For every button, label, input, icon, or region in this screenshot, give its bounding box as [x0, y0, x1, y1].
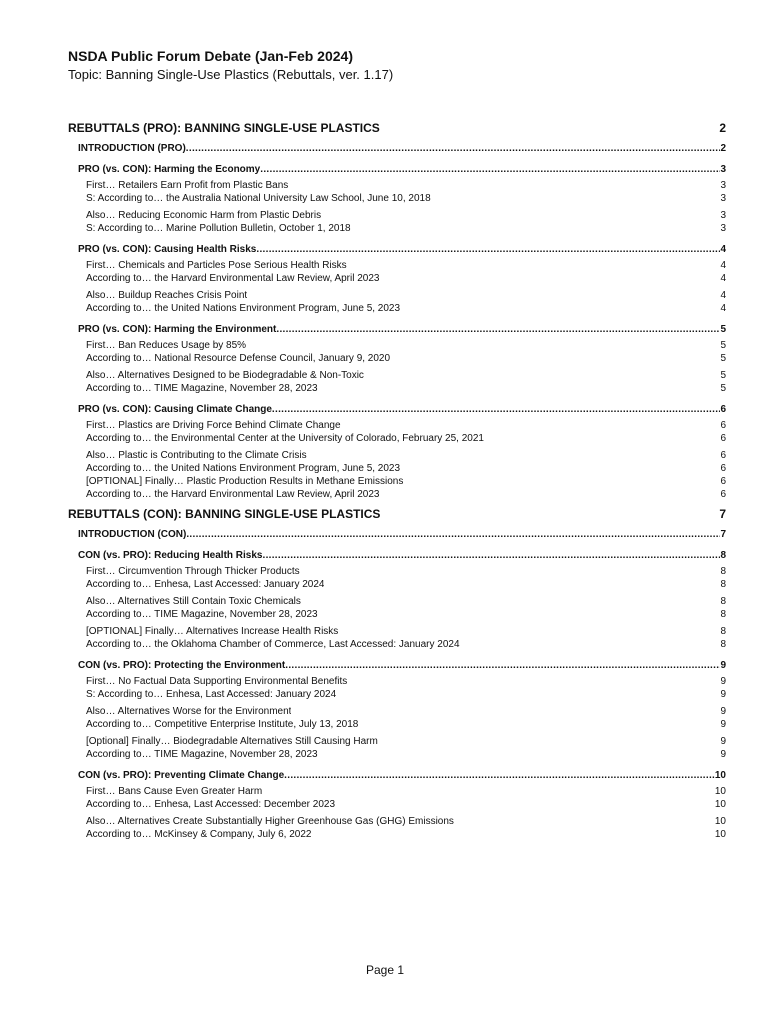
- toc-argument-page: 4: [720, 303, 726, 314]
- toc-argument-page: 6: [720, 450, 726, 461]
- toc-argument-page: 9: [720, 719, 726, 730]
- toc-section-title: CON (vs. PRO): Reducing Health Risks: [78, 550, 263, 561]
- toc-argument-page: 6: [720, 463, 726, 474]
- toc-argument-page: 8: [720, 566, 726, 577]
- toc-argument-text: According to… the United Nations Environment Program, June 5, 2023: [86, 463, 401, 474]
- toc-section-page: 10: [714, 770, 726, 781]
- toc-argument-text: [Optional] Finally… Biodegradable Alternatives Still Causing Harm: [86, 736, 378, 747]
- toc-argument-text: First… Retailers Earn Profit from Plastic Bans: [86, 180, 289, 191]
- toc-argument-group: [68, 289, 726, 315]
- toc-argument-page: 8: [720, 596, 726, 607]
- toc-argument-line[interactable]: [86, 705, 726, 718]
- toc-argument-text: According to… Enhesa, Last Accessed: January 2024: [86, 579, 325, 590]
- toc-argument-text: According to… the Oklahoma Chamber of Commerce, Last Accessed: January 2024: [86, 639, 460, 650]
- toc-argument-page: 8: [720, 639, 726, 650]
- toc-argument-page: 6: [720, 420, 726, 431]
- toc-argument-text: Also… Alternatives Create Substantially Higher Greenhouse Gas (GHG) Emissions: [86, 816, 454, 827]
- toc-section-page: 2: [720, 143, 726, 154]
- toc-argument-line[interactable]: [86, 748, 726, 761]
- toc-section-title: PRO (vs. CON): Harming the Economy: [78, 164, 261, 175]
- toc-argument-group: [68, 259, 726, 285]
- toc-argument-line[interactable]: [86, 688, 726, 701]
- toc-argument-text: Also… Alternatives Worse for the Environment: [86, 706, 292, 717]
- dot-leader: [256, 243, 720, 256]
- toc-argument-line[interactable]: [86, 289, 726, 302]
- toc-section-entry[interactable]: [68, 403, 726, 416]
- toc-argument-text: According to… TIME Magazine, November 28, 2023: [86, 749, 318, 760]
- toc-argument-page: 6: [720, 489, 726, 500]
- toc-argument-group: [68, 449, 726, 501]
- toc-argument-page: 4: [720, 290, 726, 301]
- toc-argument-line[interactable]: [86, 272, 726, 285]
- dot-leader: [276, 323, 720, 336]
- toc-argument-line[interactable]: [86, 339, 726, 352]
- toc-argument-line[interactable]: [86, 828, 726, 841]
- toc-argument-page: 3: [720, 210, 726, 221]
- toc-section-title: INTRODUCTION (PRO): [78, 143, 186, 154]
- toc-argument-text: According to… the United Nations Environment Program, June 5, 2023: [86, 303, 401, 314]
- toc-argument-text: First… Bans Cause Even Greater Harm: [86, 786, 263, 797]
- toc-argument-text: [OPTIONAL] Finally… Alternatives Increase Health Risks: [86, 626, 339, 637]
- toc-section-entry[interactable]: [68, 323, 726, 336]
- table-of-contents: [68, 120, 726, 841]
- document-page: [68, 48, 726, 841]
- toc-argument-group: [68, 179, 726, 205]
- toc-section-page: 5: [720, 324, 726, 335]
- toc-argument-page: 5: [720, 353, 726, 364]
- toc-argument-line[interactable]: [86, 192, 726, 205]
- toc-argument-text: First… Plastics are Driving Force Behind Climate Change: [86, 420, 341, 431]
- toc-argument-page: 10: [714, 816, 726, 827]
- dot-leader: [285, 659, 720, 672]
- toc-argument-group: [68, 815, 726, 841]
- toc-argument-group: [68, 705, 726, 731]
- toc-section-title: INTRODUCTION (CON): [78, 529, 187, 540]
- toc-argument-line[interactable]: [86, 369, 726, 382]
- toc-argument-text: S: According to… Marine Pollution Bulletin, October 1, 2018: [86, 223, 351, 234]
- toc-argument-page: 4: [720, 260, 726, 271]
- toc-argument-group: [68, 625, 726, 651]
- toc-part-page: 7: [719, 507, 726, 521]
- toc-argument-page: 10: [714, 786, 726, 797]
- toc-argument-line[interactable]: [86, 638, 726, 651]
- toc-part-heading[interactable]: [68, 506, 726, 522]
- toc-argument-text: According to… the Harvard Environmental Law Review, April 2023: [86, 489, 380, 500]
- toc-argument-page: 5: [720, 383, 726, 394]
- toc-argument-text: First… No Factual Data Supporting Environmental Benefits: [86, 676, 348, 687]
- document-subtitle: Topic: Banning Single-Use Plastics (Rebuttals, ver. 1.17): [68, 67, 394, 82]
- toc-argument-line[interactable]: [86, 675, 726, 688]
- toc-argument-page: 8: [720, 579, 726, 590]
- toc-argument-text: First… Ban Reduces Usage by 85%: [86, 340, 247, 351]
- toc-argument-page: 9: [720, 689, 726, 700]
- toc-argument-line[interactable]: [86, 222, 726, 235]
- toc-argument-text: Also… Plastic is Contributing to the Climate Crisis: [86, 450, 307, 461]
- page-number: Page 1: [365, 963, 405, 977]
- toc-section-entry[interactable]: [68, 549, 726, 562]
- toc-argument-page: 3: [720, 223, 726, 234]
- toc-argument-page: 9: [720, 736, 726, 747]
- toc-argument-text: Also… Buildup Reaches Crisis Point: [86, 290, 248, 301]
- dot-leader: [262, 549, 720, 562]
- toc-argument-line[interactable]: [86, 595, 726, 608]
- toc-argument-text: First… Circumvention Through Thicker Products: [86, 566, 300, 577]
- dot-leader: [260, 163, 720, 176]
- toc-argument-line[interactable]: [86, 259, 726, 272]
- toc-argument-line[interactable]: [86, 302, 726, 315]
- toc-argument-line[interactable]: [86, 382, 726, 395]
- toc-argument-page: 9: [720, 676, 726, 687]
- toc-section-entry[interactable]: [68, 769, 726, 782]
- toc-section-page: 6: [720, 404, 726, 415]
- toc-argument-page: 10: [714, 799, 726, 810]
- toc-section-entry[interactable]: [68, 142, 726, 155]
- toc-argument-line[interactable]: [86, 432, 726, 445]
- toc-argument-group: [68, 339, 726, 365]
- toc-argument-page: 5: [720, 340, 726, 351]
- toc-argument-page: 5: [720, 370, 726, 381]
- toc-argument-line[interactable]: [86, 625, 726, 638]
- toc-argument-text: Also… Alternatives Designed to be Biodegradable & Non-Toxic: [86, 370, 364, 381]
- toc-argument-line[interactable]: [86, 785, 726, 798]
- document-title: NSDA Public Forum Debate (Jan-Feb 2024): [68, 48, 353, 64]
- toc-argument-group: [68, 565, 726, 591]
- toc-section-entry[interactable]: [68, 528, 726, 541]
- toc-section-title: PRO (vs. CON): Causing Health Risks: [78, 244, 257, 255]
- toc-section-title: PRO (vs. CON): Causing Climate Change: [78, 404, 272, 415]
- toc-section-page: 3: [720, 164, 726, 175]
- toc-argument-page: 8: [720, 626, 726, 637]
- toc-part-title: REBUTTALS (PRO): BANNING SINGLE-USE PLASTICS: [68, 121, 380, 135]
- toc-argument-group: [68, 675, 726, 701]
- toc-argument-text: S: According to… the Australia National University Law School, June 10, 2018: [86, 193, 431, 204]
- dot-leader: [272, 403, 721, 416]
- toc-section-entry[interactable]: [68, 163, 726, 176]
- toc-argument-line[interactable]: [86, 352, 726, 365]
- toc-part-page: 2: [719, 121, 726, 135]
- toc-argument-line[interactable]: [86, 608, 726, 621]
- toc-argument-line[interactable]: [86, 565, 726, 578]
- toc-argument-text: Also… Reducing Economic Harm from Plastic Debris: [86, 210, 322, 221]
- dot-leader: [186, 528, 720, 541]
- toc-argument-page: 3: [720, 193, 726, 204]
- toc-argument-line[interactable]: [86, 209, 726, 222]
- toc-argument-group: [68, 595, 726, 621]
- toc-section-title: CON (vs. PRO): Preventing Climate Change: [78, 770, 285, 781]
- toc-section-page: 9: [720, 660, 726, 671]
- toc-argument-line[interactable]: [86, 578, 726, 591]
- toc-argument-page: 4: [720, 273, 726, 284]
- toc-argument-text: According to… Enhesa, Last Accessed: December 2023: [86, 799, 336, 810]
- toc-argument-text: According to… TIME Magazine, November 28, 2023: [86, 609, 318, 620]
- toc-argument-text: [OPTIONAL] Finally… Plastic Production Results in Methane Emissions: [86, 476, 404, 487]
- toc-argument-text: According to… McKinsey & Company, July 6, 2022: [86, 829, 312, 840]
- toc-argument-line[interactable]: [86, 815, 726, 828]
- toc-argument-line[interactable]: [86, 798, 726, 811]
- toc-argument-group: [68, 369, 726, 395]
- dot-leader: [186, 142, 721, 155]
- toc-argument-group: [68, 735, 726, 761]
- toc-section-page: 8: [720, 550, 726, 561]
- toc-argument-line[interactable]: [86, 179, 726, 192]
- toc-section-page: 7: [720, 529, 726, 540]
- toc-argument-page: 6: [720, 433, 726, 444]
- toc-argument-line[interactable]: [86, 475, 726, 488]
- toc-part-heading[interactable]: [68, 120, 726, 136]
- toc-argument-text: First… Chemicals and Particles Pose Serious Health Risks: [86, 260, 347, 271]
- toc-argument-line[interactable]: [86, 449, 726, 462]
- toc-section-title: PRO (vs. CON): Harming the Environment: [78, 324, 277, 335]
- toc-argument-page: 10: [714, 829, 726, 840]
- toc-argument-text: According to… the Environmental Center at the University of Colorado, February 25, 2021: [86, 433, 484, 444]
- toc-argument-line[interactable]: [86, 718, 726, 731]
- toc-argument-text: Also… Alternatives Still Contain Toxic Chemicals: [86, 596, 301, 607]
- toc-argument-line[interactable]: [86, 462, 726, 475]
- toc-argument-page: 9: [720, 749, 726, 760]
- toc-argument-text: According to… National Resource Defense Council, January 9, 2020: [86, 353, 391, 364]
- toc-argument-page: 8: [720, 609, 726, 620]
- toc-argument-text: According to… the Harvard Environmental Law Review, April 2023: [86, 273, 380, 284]
- toc-argument-page: 6: [720, 476, 726, 487]
- toc-argument-text: S: According to… Enhesa, Last Accessed: January 2024: [86, 689, 337, 700]
- toc-argument-page: 9: [720, 706, 726, 717]
- toc-argument-group: [68, 209, 726, 235]
- toc-argument-page: 3: [720, 180, 726, 191]
- toc-argument-line[interactable]: [86, 488, 726, 501]
- toc-part-title: REBUTTALS (CON): BANNING SINGLE-USE PLASTICS: [68, 507, 381, 521]
- toc-argument-text: According to… Competitive Enterprise Institute, July 13, 2018: [86, 719, 359, 730]
- toc-argument-group: [68, 419, 726, 445]
- toc-section-entry[interactable]: [68, 243, 726, 256]
- toc-section-page: 4: [720, 244, 726, 255]
- toc-section-entry[interactable]: [68, 659, 726, 672]
- toc-argument-line[interactable]: [86, 419, 726, 432]
- toc-argument-group: [68, 785, 726, 811]
- toc-argument-line[interactable]: [86, 735, 726, 748]
- dot-leader: [284, 769, 715, 782]
- toc-argument-text: According to… TIME Magazine, November 28, 2023: [86, 383, 318, 394]
- toc-section-title: CON (vs. PRO): Protecting the Environment: [78, 660, 286, 671]
